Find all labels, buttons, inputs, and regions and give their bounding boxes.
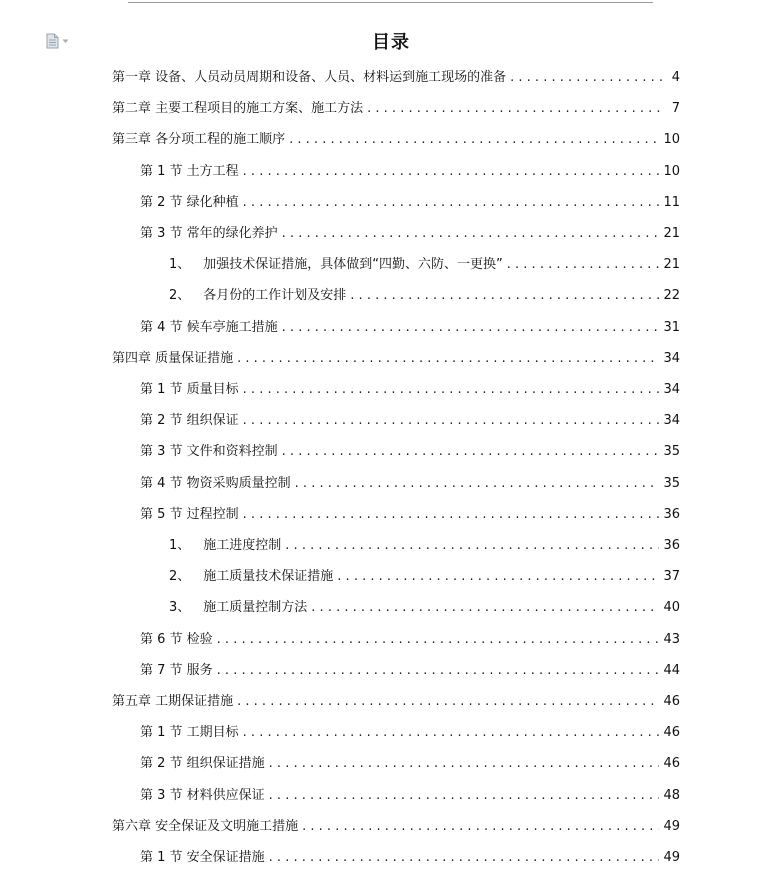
- toc-entry-label: [140, 442, 278, 462]
- toc-entry-text: 第三章 各分项工程的施工顺序: [112, 132, 286, 148]
- toc-page-number: 44: [663, 662, 680, 678]
- toc-entry[interactable]: [169, 598, 680, 618]
- toc-dot-leader: [217, 661, 660, 681]
- toc-dot-leader: [507, 255, 660, 275]
- toc-entry-text: 各月份的工作计划及安排: [203, 288, 347, 304]
- toc-dot-leader: [282, 318, 660, 338]
- toc-entry[interactable]: [140, 661, 680, 681]
- toc-page-number: 35: [663, 475, 680, 491]
- toc-entry-label: [140, 224, 278, 244]
- toc-entry[interactable]: [169, 567, 680, 587]
- toc-entry[interactable]: [169, 255, 680, 275]
- toc-entry-text: 第 6 节 检验: [140, 631, 213, 647]
- toc-entry-text: 第 3 节 材料供应保证: [140, 787, 265, 803]
- toc-dot-leader: [217, 630, 660, 650]
- toc-entry-number: 2、: [169, 288, 191, 304]
- toc-page-number: 40: [663, 600, 680, 616]
- toc-page-number: 36: [663, 538, 680, 553]
- toc-entry-label: [112, 68, 506, 88]
- toc-entry[interactable]: [140, 411, 680, 431]
- toc-entry[interactable]: [140, 442, 680, 462]
- toc-entry[interactable]: [140, 162, 680, 182]
- toc-page-number: 34: [663, 382, 680, 397]
- toc-entry-label: [140, 661, 213, 681]
- toc-entry-text: 第 3 节 常年的绿化养护: [140, 226, 278, 241]
- toc-dot-leader: [243, 411, 660, 431]
- toc-entry-text: 第 5 节 过程控制: [140, 506, 239, 522]
- toc-entry-label: [140, 848, 265, 868]
- toc-dot-leader: [243, 193, 660, 213]
- toc-dot-leader: [237, 692, 659, 712]
- toc-entry[interactable]: [112, 692, 680, 712]
- toc-entry-label: [169, 536, 281, 556]
- toc-entry-label: [140, 505, 239, 525]
- toc-entry-label: [112, 99, 363, 119]
- toc-entry-number: 1、: [169, 538, 191, 553]
- toc-dot-leader: [243, 380, 660, 400]
- toc-entry-number: 1、: [169, 257, 191, 273]
- toc-page-number: 49: [663, 818, 680, 834]
- toc-entry[interactable]: [112, 130, 680, 150]
- toc-page-number: 11: [663, 194, 680, 210]
- toc-dot-leader: [510, 68, 662, 88]
- toc-dot-leader: [311, 598, 659, 618]
- toc-entry-text: 第 7 节 服务: [140, 662, 213, 678]
- toc-dot-leader: [282, 224, 660, 244]
- toc-entry-text: 第一章 设备、人员动员周期和设备、人员、材料运到施工现场的准备: [112, 70, 507, 85]
- toc-dot-leader: [282, 442, 660, 462]
- toc-entry-number: 2、: [169, 569, 191, 585]
- toc-entry[interactable]: [140, 723, 680, 743]
- toc-entry-label: [112, 349, 233, 369]
- toc-dot-leader: [337, 567, 659, 587]
- toc-entry-label: [112, 692, 233, 712]
- toc-page-number: 7: [671, 101, 680, 117]
- toc-entry[interactable]: [140, 193, 680, 213]
- toc-entry-text: 加强技术保证措施，具体做到“四勤、六防、一更换”: [203, 257, 503, 273]
- toc-dot-leader: [269, 754, 660, 774]
- toc-page-number: 36: [663, 506, 680, 522]
- toc-entry-label: [140, 193, 239, 213]
- toc-page-number: 31: [663, 319, 680, 335]
- toc-entry-text: 第 4 节 物资采购质量控制: [140, 475, 291, 491]
- toc-page-number: 34: [663, 350, 680, 366]
- toc-dot-leader: [243, 162, 660, 182]
- toc-dot-leader: [237, 349, 659, 369]
- toc-page-number: 46: [663, 725, 680, 741]
- toc-entry-label: [140, 380, 239, 400]
- toc-entry-text: 第 3 节 文件和资料控制: [140, 444, 278, 460]
- toc-entry[interactable]: [112, 99, 680, 119]
- toc-dot-leader: [269, 786, 660, 806]
- toc-entry-text: 第六章 安全保证及文明施工措施: [112, 818, 299, 834]
- toc-page-number: 10: [663, 163, 680, 179]
- toc-entry-label: [140, 723, 239, 743]
- toc-entry-text: 第 1 节 质量目标: [140, 382, 239, 397]
- toc-entry-label: [112, 817, 298, 837]
- toc-entry-label: [169, 286, 346, 306]
- toc-entry[interactable]: [140, 848, 680, 868]
- toc-entry-label: [169, 567, 333, 587]
- toc-entry-label: [169, 255, 503, 275]
- toc-entry-label: [112, 130, 285, 150]
- toc-entry-text: 第四章 质量保证措施: [112, 350, 234, 366]
- toc-page-number: 35: [663, 444, 680, 460]
- toc-entry[interactable]: [112, 817, 680, 837]
- toc-entry[interactable]: [140, 474, 680, 494]
- toc-entry-label: [140, 162, 239, 182]
- toc-entry[interactable]: [140, 505, 680, 525]
- toc-entry-label: [140, 318, 278, 338]
- toc-entry-text: 施工质量技术保证措施: [203, 569, 334, 585]
- toc-entry[interactable]: [140, 380, 680, 400]
- toc-entry-text: 第 2 节 组织保证措施: [140, 756, 265, 772]
- toc-entry-text: 第 4 节 候车亭施工措施: [140, 319, 278, 335]
- toc-entry[interactable]: [140, 630, 680, 650]
- toc-page-number: 21: [663, 257, 680, 273]
- toc-dot-leader: [285, 536, 659, 556]
- toc-page-number: 49: [663, 850, 680, 865]
- toc-entry[interactable]: [112, 68, 680, 88]
- toc-entry-label: [140, 754, 265, 774]
- toc-page-number: 10: [663, 132, 680, 148]
- toc-entry-text: 第五章 工期保证措施: [112, 694, 234, 709]
- toc-page-number: 22: [663, 288, 680, 304]
- toc-entry-text: 第 1 节 工期目标: [140, 725, 239, 741]
- toc-entry-text: 第 1 节 土方工程: [140, 163, 239, 179]
- toc-entry[interactable]: [140, 754, 680, 774]
- toc-entry-label: [140, 786, 265, 806]
- page-top-rule: [128, 2, 653, 3]
- toc-page-number: 4: [671, 70, 680, 85]
- toc-dot-leader: [302, 817, 659, 837]
- toc-entry[interactable]: [140, 318, 680, 338]
- toc-entry-label: [140, 411, 239, 431]
- toc-dot-leader: [243, 505, 660, 525]
- toc-entry[interactable]: [140, 224, 680, 244]
- toc-dot-leader: [289, 130, 659, 150]
- toc-entry-label: [140, 474, 291, 494]
- toc-page-number: 34: [663, 413, 680, 429]
- toc-page-number: 21: [663, 226, 680, 241]
- toc-entry-text: 第 1 节 安全保证措施: [140, 850, 265, 865]
- toc-entry[interactable]: [140, 786, 680, 806]
- toc-dot-leader: [350, 286, 659, 306]
- toc-page-number: 46: [663, 694, 680, 709]
- toc-dot-leader: [295, 474, 660, 494]
- toc-entry[interactable]: [169, 286, 680, 306]
- toc-page-number: 46: [663, 756, 680, 772]
- toc-entry-text: 第二章 主要工程项目的施工方案、施工方法: [112, 101, 364, 117]
- toc-entry-text: 施工进度控制: [203, 538, 282, 553]
- toc-entry[interactable]: [112, 349, 680, 369]
- toc-page-number: 43: [663, 631, 680, 647]
- toc-entry-text: 第 2 节 绿化种植: [140, 194, 239, 210]
- toc-page-number: 37: [663, 569, 680, 585]
- toc-entry-text: 第 2 节 组织保证: [140, 413, 239, 429]
- toc-entry-text: 施工质量控制方法: [203, 600, 308, 616]
- toc-entry[interactable]: [169, 536, 680, 556]
- toc-page-number: 48: [663, 787, 680, 803]
- toc-entry-label: [169, 598, 307, 618]
- toc-dot-leader: [243, 723, 660, 743]
- toc-title: 目录: [372, 32, 410, 53]
- toc-dot-leader: [367, 99, 662, 119]
- toc-entry-label: [140, 630, 213, 650]
- toc-dot-leader: [269, 848, 660, 868]
- toc-entry-number: 3、: [169, 600, 191, 616]
